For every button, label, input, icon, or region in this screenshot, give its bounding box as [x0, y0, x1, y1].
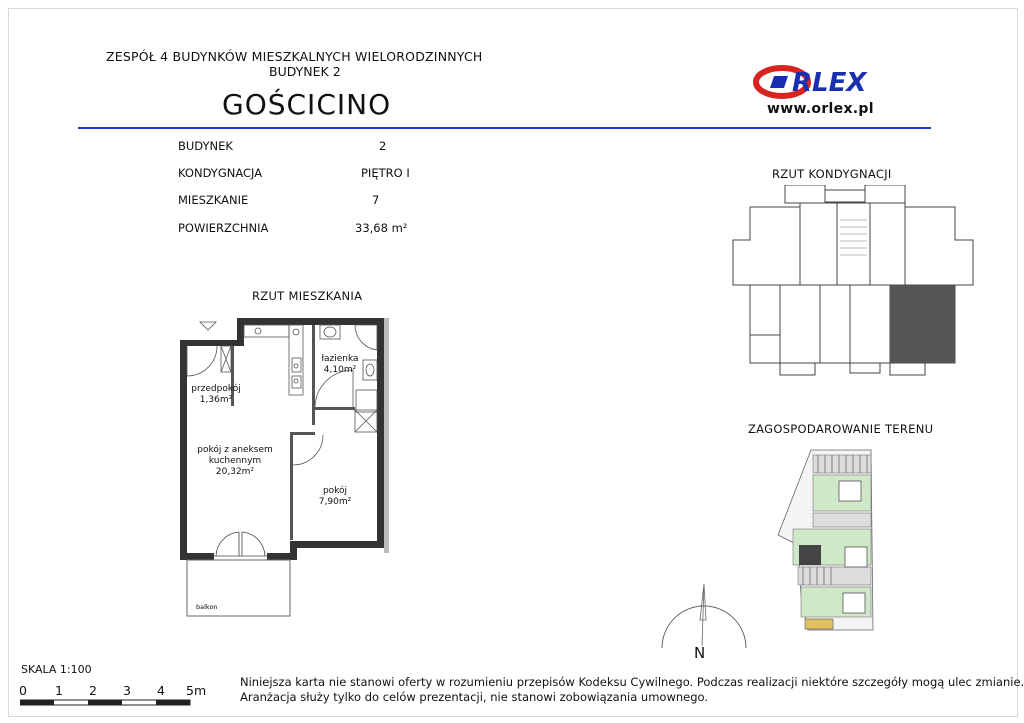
north-label: N — [694, 644, 706, 662]
city-title: GOŚCICINO — [222, 88, 392, 121]
apartment-plan-title: RZUT MIESZKANIA — [252, 289, 363, 303]
scale-tick-2: 2 — [89, 683, 97, 698]
room-bathroom-area: 4,10m² — [323, 365, 357, 375]
scale-tick-3: 3 — [123, 683, 131, 698]
info-value-floor: PIĘTRO I — [361, 166, 410, 180]
north-arrow-icon — [660, 580, 750, 650]
room-hall-name: przedpokój — [191, 384, 241, 394]
floor-plan-title: RZUT KONDYGNACJI — [772, 167, 892, 181]
room-hall-area: 1,36m² — [199, 395, 233, 405]
room-bathroom-name: łazienka — [321, 354, 359, 364]
info-label-building: BUDYNEK — [178, 139, 233, 153]
room-hall — [186, 384, 246, 406]
room-room-area: 7,90m² — [318, 497, 352, 507]
room-living-area: 20,32m² — [215, 467, 255, 477]
info-label-floor: KONDYGNACJA — [178, 166, 263, 180]
svg-text:RLEX: RLEX — [792, 68, 867, 98]
room-room-name: pokój — [322, 486, 348, 496]
room-room — [310, 486, 360, 508]
info-value-apartment: 7 — [372, 193, 380, 207]
info-label-apartment: MIESZKANIE — [178, 193, 249, 207]
room-living-name2: kuchennym — [208, 456, 262, 466]
floor-plan-drawing — [725, 185, 980, 385]
scale-title: SKALA 1:100 — [21, 663, 92, 676]
scale-tick-0: 0 — [19, 683, 27, 698]
info-label-area: POWIERZCHNIA — [178, 221, 269, 235]
room-bathroom — [315, 354, 365, 376]
info-value-building: 2 — [379, 139, 387, 153]
building-title: BUDYNEK 2 — [269, 64, 341, 79]
site-plan-title: ZAGOSPODAROWANIE TERENU — [748, 422, 934, 436]
scale-tick-5: 5m — [186, 683, 207, 698]
room-balcony: balkon — [196, 603, 218, 611]
complex-title: ZESPÓŁ 4 BUDYNKÓW MIESZKALNYCH WIELORODZINNYCH — [106, 49, 483, 64]
room-living-name1: pokój z aneksem — [197, 445, 273, 455]
logo-url: www.orlex.pl — [767, 101, 874, 117]
scale-bar — [20, 699, 210, 707]
header-rule — [78, 127, 931, 129]
site-plan-drawing — [773, 445, 883, 635]
disclaimer-line-2: Aranżacja służy tylko do celów prezentacji, nie stanowi zobowiązania umownego. — [240, 690, 708, 704]
scale-tick-1: 1 — [55, 683, 63, 698]
disclaimer-line-1: Niniejsza karta nie stanowi oferty w rozumieniu przepisów Kodeksu Cywilnego. Podczas realizacji niektóre szczegóły mogą ulec zmianie. — [240, 675, 1024, 689]
room-living — [191, 445, 279, 478]
info-value-area: 33,68 m² — [355, 221, 408, 235]
scale-tick-4: 4 — [157, 683, 165, 698]
highlighted-apartment — [890, 285, 955, 363]
